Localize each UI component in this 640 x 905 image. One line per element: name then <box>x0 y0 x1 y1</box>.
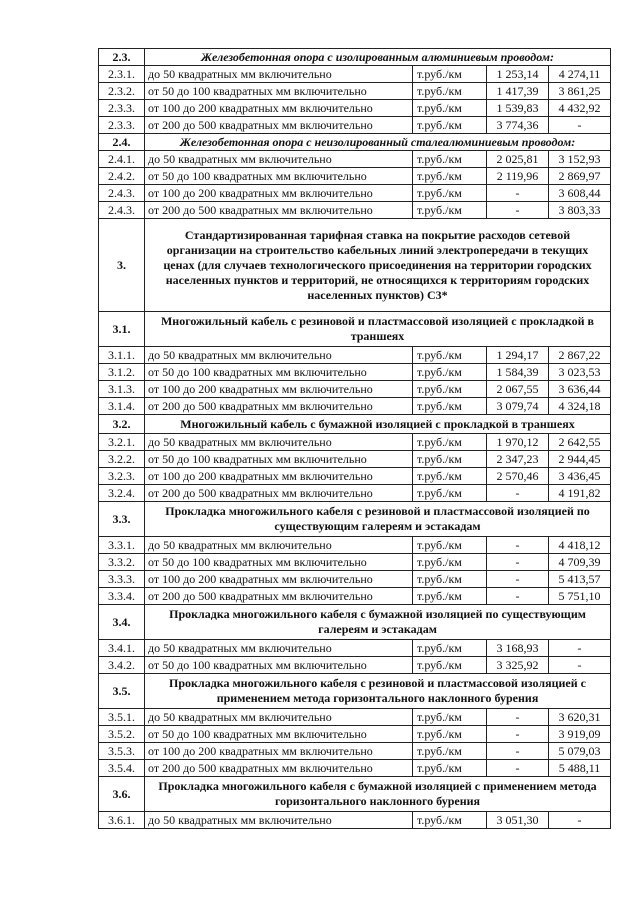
row-value-1: - <box>487 537 549 554</box>
row-number: 3.1.3. <box>99 381 145 398</box>
row-description: до 50 квадратных мм включительно <box>145 66 413 83</box>
row-value-2: 4 432,92 <box>549 100 611 117</box>
row-number: 3.3.4. <box>99 588 145 605</box>
row-number: 3.1.1. <box>99 347 145 364</box>
row-description: до 50 квадратных мм включительно <box>145 640 413 657</box>
row-unit: т.руб./км <box>413 485 487 502</box>
row-value-2: 2 944,45 <box>549 451 611 468</box>
row-value-1: 1 417,39 <box>487 83 549 100</box>
row-number: 2.3.1. <box>99 66 145 83</box>
section-title: Прокладка многожильного кабеля с бумажной изоляцией по существующим галереям и эстакадам <box>145 605 611 640</box>
row-number: 3.5.4. <box>99 760 145 777</box>
row-unit: т.руб./км <box>413 468 487 485</box>
table-row <box>99 117 611 134</box>
row-unit: т.руб./км <box>413 185 487 202</box>
row-number: 3.1.4. <box>99 398 145 415</box>
row-value-1: - <box>487 726 549 743</box>
table-row <box>99 709 611 726</box>
row-unit: т.руб./км <box>413 381 487 398</box>
row-number: 2.3.3. <box>99 117 145 134</box>
row-value-2: 4 418,12 <box>549 537 611 554</box>
table-body <box>99 49 611 829</box>
row-value-2: - <box>549 812 611 829</box>
table-row <box>99 151 611 168</box>
row-description: от 100 до 200 квадратных мм включительно <box>145 381 413 398</box>
row-description: от 100 до 200 квадратных мм включительно <box>145 468 413 485</box>
row-value-1: 2 067,55 <box>487 381 549 398</box>
row-description: до 50 квадратных мм включительно <box>145 537 413 554</box>
row-unit: т.руб./км <box>413 434 487 451</box>
row-value-2: 5 079,03 <box>549 743 611 760</box>
row-unit: т.руб./км <box>413 100 487 117</box>
row-value-2: 3 620,31 <box>549 709 611 726</box>
table-row <box>99 657 611 674</box>
row-value-1: 3 774,36 <box>487 117 549 134</box>
section-title: Железобетонная опора с неизолированный сталеалюминиевым проводом: <box>145 134 611 151</box>
row-number: 2.4.3. <box>99 185 145 202</box>
section-number: 3.6. <box>99 777 145 812</box>
row-value-1: 1 253,14 <box>487 66 549 83</box>
row-value-2: 5 413,57 <box>549 571 611 588</box>
row-description: от 200 до 500 квадратных мм включительно <box>145 588 413 605</box>
row-number: 3.3.1. <box>99 537 145 554</box>
tariff-rates-table <box>98 48 611 829</box>
row-unit: т.руб./км <box>413 760 487 777</box>
row-value-2: 3 861,25 <box>549 83 611 100</box>
row-number: 3.5.2. <box>99 726 145 743</box>
row-value-1: 2 119,96 <box>487 168 549 185</box>
row-value-1: - <box>487 588 549 605</box>
table-row <box>99 485 611 502</box>
row-unit: т.руб./км <box>413 347 487 364</box>
section-number: 3.3. <box>99 502 145 537</box>
section-header-row <box>99 49 611 66</box>
row-description: от 50 до 100 квадратных мм включительно <box>145 657 413 674</box>
section-number: 2.3. <box>99 49 145 66</box>
row-unit: т.руб./км <box>413 151 487 168</box>
row-value-2: 3 608,44 <box>549 185 611 202</box>
table-row <box>99 100 611 117</box>
row-value-2: 4 709,39 <box>549 554 611 571</box>
row-description: от 200 до 500 квадратных мм включительно <box>145 398 413 415</box>
row-value-2: 3 023,53 <box>549 364 611 381</box>
row-value-1: - <box>487 485 549 502</box>
table-row <box>99 398 611 415</box>
row-unit: т.руб./км <box>413 451 487 468</box>
row-value-1: - <box>487 571 549 588</box>
row-unit: т.руб./км <box>413 657 487 674</box>
row-unit: т.руб./км <box>413 554 487 571</box>
row-description: до 50 квадратных мм включительно <box>145 812 413 829</box>
row-value-1: 3 079,74 <box>487 398 549 415</box>
section-title: Многожильный кабель с резиновой и пластмассовой изоляцией с прокладкой в траншеях <box>145 312 611 347</box>
row-value-2: 2 867,22 <box>549 347 611 364</box>
section-header-row <box>99 777 611 812</box>
row-value-1: 1 539,83 <box>487 100 549 117</box>
row-value-2: 3 803,33 <box>549 202 611 219</box>
row-value-1: - <box>487 709 549 726</box>
row-description: от 50 до 100 квадратных мм включительно <box>145 364 413 381</box>
table-row <box>99 168 611 185</box>
row-description: от 200 до 500 квадратных мм включительно <box>145 202 413 219</box>
row-value-2: - <box>549 657 611 674</box>
row-description: от 100 до 200 квадратных мм включительно <box>145 571 413 588</box>
section-title: Многожильный кабель с бумажной изоляцией с прокладкой в траншеях <box>145 415 611 434</box>
row-description: от 100 до 200 квадратных мм включительно <box>145 743 413 760</box>
table-row <box>99 202 611 219</box>
table-row <box>99 364 611 381</box>
row-value-2: 2 642,55 <box>549 434 611 451</box>
row-unit: т.руб./км <box>413 398 487 415</box>
section-number: 3. <box>99 219 145 312</box>
section-header-row <box>99 415 611 434</box>
row-description: до 50 квадратных мм включительно <box>145 434 413 451</box>
row-value-1: - <box>487 202 549 219</box>
row-unit: т.руб./км <box>413 364 487 381</box>
row-value-2: 4 274,11 <box>549 66 611 83</box>
table-row <box>99 760 611 777</box>
row-value-1: - <box>487 743 549 760</box>
row-value-2: - <box>549 640 611 657</box>
row-number: 2.4.3. <box>99 202 145 219</box>
row-number: 3.2.3. <box>99 468 145 485</box>
row-value-2: 2 869,97 <box>549 168 611 185</box>
table-row <box>99 185 611 202</box>
row-description: до 50 квадратных мм включительно <box>145 709 413 726</box>
section-number: 3.5. <box>99 674 145 709</box>
row-number: 2.4.2. <box>99 168 145 185</box>
row-number: 3.4.1. <box>99 640 145 657</box>
section-header-row <box>99 605 611 640</box>
row-number: 2.3.3. <box>99 100 145 117</box>
row-value-1: - <box>487 185 549 202</box>
row-value-2: 3 919,09 <box>549 726 611 743</box>
row-unit: т.руб./км <box>413 117 487 134</box>
row-value-1: 3 325,92 <box>487 657 549 674</box>
row-unit: т.руб./км <box>413 743 487 760</box>
section-number: 3.4. <box>99 605 145 640</box>
row-description: от 200 до 500 квадратных мм включительно <box>145 485 413 502</box>
row-value-2: 3 152,93 <box>549 151 611 168</box>
row-number: 3.2.1. <box>99 434 145 451</box>
row-unit: т.руб./км <box>413 83 487 100</box>
tariff-document-page <box>98 48 610 829</box>
row-value-2: 5 751,10 <box>549 588 611 605</box>
table-row <box>99 434 611 451</box>
row-unit: т.руб./км <box>413 709 487 726</box>
table-row <box>99 66 611 83</box>
row-description: от 50 до 100 квадратных мм включительно <box>145 451 413 468</box>
section-number: 2.4. <box>99 134 145 151</box>
table-row <box>99 537 611 554</box>
row-unit: т.руб./км <box>413 588 487 605</box>
table-row <box>99 812 611 829</box>
row-value-1: 1 584,39 <box>487 364 549 381</box>
row-number: 3.1.2. <box>99 364 145 381</box>
row-number: 3.5.3. <box>99 743 145 760</box>
row-description: до 50 квадратных мм включительно <box>145 347 413 364</box>
major-section-row <box>99 219 611 312</box>
row-unit: т.руб./км <box>413 66 487 83</box>
row-value-1: - <box>487 554 549 571</box>
table-row <box>99 381 611 398</box>
table-row <box>99 347 611 364</box>
row-value-1: 2 025,81 <box>487 151 549 168</box>
table-row <box>99 571 611 588</box>
row-value-2: 4 191,82 <box>549 485 611 502</box>
row-value-1: 3 168,93 <box>487 640 549 657</box>
row-unit: т.руб./км <box>413 812 487 829</box>
row-description: от 50 до 100 квадратных мм включительно <box>145 726 413 743</box>
row-unit: т.руб./км <box>413 571 487 588</box>
table-row <box>99 588 611 605</box>
row-description: от 50 до 100 квадратных мм включительно <box>145 554 413 571</box>
section-number: 3.1. <box>99 312 145 347</box>
section-header-row <box>99 502 611 537</box>
row-value-1: 1 970,12 <box>487 434 549 451</box>
row-number: 2.4.1. <box>99 151 145 168</box>
row-number: 3.2.4. <box>99 485 145 502</box>
section-title: Стандартизированная тарифная ставка на покрытие расходов сетевой организации на строительство кабельных линий электропередачи в текущих ценах (для случаев технологического присоединения на территории городских населенных пунктов и территорий, не относящихся к территориям городских населенных пунктов) С3* <box>145 219 611 312</box>
table-row <box>99 743 611 760</box>
row-number: 3.6.1. <box>99 812 145 829</box>
section-title: Железобетонная опора с изолированным алюминиевым проводом: <box>145 49 611 66</box>
table-row <box>99 468 611 485</box>
row-unit: т.руб./км <box>413 202 487 219</box>
table-row <box>99 726 611 743</box>
row-description: от 200 до 500 квадратных мм включительно <box>145 117 413 134</box>
table-row <box>99 640 611 657</box>
section-header-row <box>99 134 611 151</box>
row-unit: т.руб./км <box>413 168 487 185</box>
row-number: 3.4.2. <box>99 657 145 674</box>
section-title: Прокладка многожильного кабеля с бумажной изоляцией с применением метода горизонтального наклонного бурения <box>145 777 611 812</box>
row-value-1: - <box>487 760 549 777</box>
table-row <box>99 451 611 468</box>
row-description: от 200 до 500 квадратных мм включительно <box>145 760 413 777</box>
table-row <box>99 554 611 571</box>
row-unit: т.руб./км <box>413 537 487 554</box>
row-unit: т.руб./км <box>413 726 487 743</box>
row-unit: т.руб./км <box>413 640 487 657</box>
row-value-1: 2 347,23 <box>487 451 549 468</box>
section-header-row <box>99 312 611 347</box>
row-number: 2.3.2. <box>99 83 145 100</box>
row-value-2: 4 324,18 <box>549 398 611 415</box>
row-value-1: 2 570,46 <box>487 468 549 485</box>
row-value-2: 3 636,44 <box>549 381 611 398</box>
section-title: Прокладка многожильного кабеля с резиновой и пластмассовой изоляцией с применением метода горизонтального наклонного бурения <box>145 674 611 709</box>
section-header-row <box>99 674 611 709</box>
row-description: от 100 до 200 квадратных мм включительно <box>145 185 413 202</box>
row-number: 3.3.3. <box>99 571 145 588</box>
row-value-1: 1 294,17 <box>487 347 549 364</box>
row-description: от 50 до 100 квадратных мм включительно <box>145 168 413 185</box>
row-value-2: - <box>549 117 611 134</box>
section-number: 3.2. <box>99 415 145 434</box>
row-number: 3.2.2. <box>99 451 145 468</box>
row-value-2: 3 436,45 <box>549 468 611 485</box>
row-description: от 50 до 100 квадратных мм включительно <box>145 83 413 100</box>
row-description: до 50 квадратных мм включительно <box>145 151 413 168</box>
row-description: от 100 до 200 квадратных мм включительно <box>145 100 413 117</box>
row-value-1: 3 051,30 <box>487 812 549 829</box>
row-number: 3.3.2. <box>99 554 145 571</box>
row-value-2: 5 488,11 <box>549 760 611 777</box>
row-number: 3.5.1. <box>99 709 145 726</box>
section-title: Прокладка многожильного кабеля с резиновой и пластмассовой изоляцией по существующим галереям и эстакадам <box>145 502 611 537</box>
table-row <box>99 83 611 100</box>
